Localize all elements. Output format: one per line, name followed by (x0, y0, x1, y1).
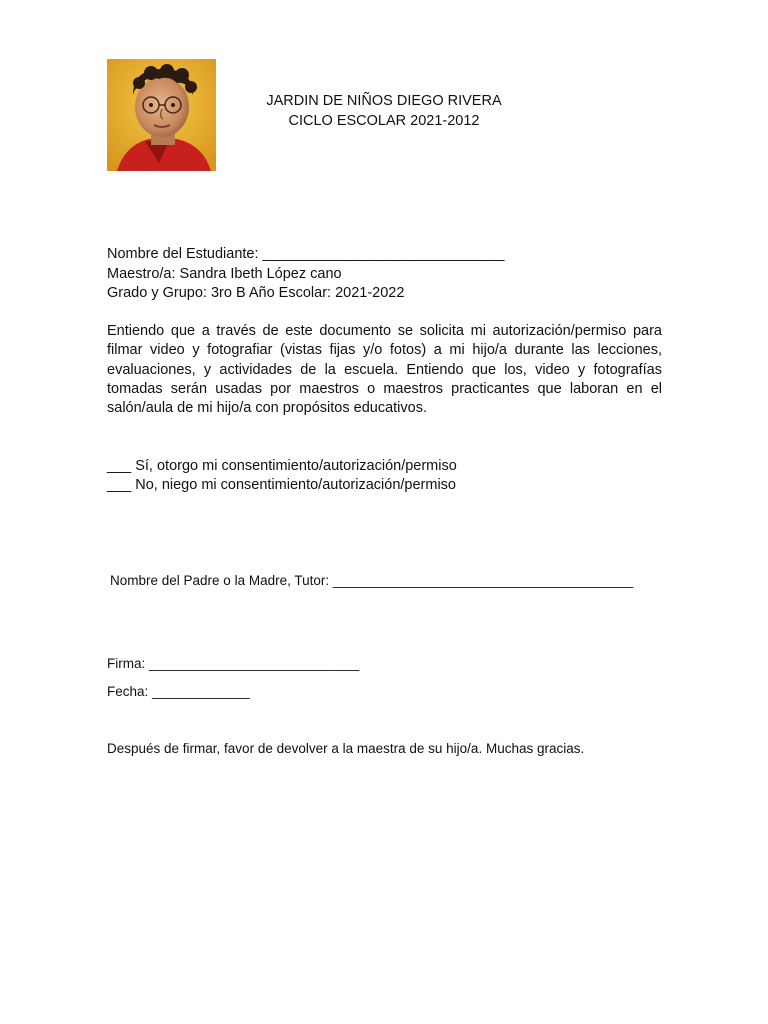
guardian-name-field[interactable]: Nombre del Padre o la Madre, Tutor: ________________________________________ (110, 573, 634, 588)
consent-no-option[interactable]: ___ No, niego mi consentimiento/autorización/permiso (107, 477, 456, 493)
consent-paragraph: Entiendo que a través de este documento se solicita mi autorización/permiso para filmar video y fotografiar (vistas fijas y/o fotos) a mi hijo/a durante las lecciones, evaluaciones, y actividades de la escuela. Entiendo que los, video y fotografías tomadas serán usadas por maestros o maestros practicantes que laboran en el salón/aula de mi hijo/a con propósitos educativos. (107, 323, 662, 417)
school-name: JARDIN DE NIÑOS DIEGO RIVERA (266, 93, 502, 109)
student-name-field[interactable]: Nombre del Estudiante: ______________________________ (107, 246, 505, 262)
consent-yes-option[interactable]: ___ Sí, otorgo mi consentimiento/autorización/permiso (107, 458, 457, 474)
consent-options (107, 457, 667, 495)
date-field[interactable]: Fecha: _____________ (107, 684, 250, 699)
teacher-field: Maestro/a: Sandra Ibeth López cano (107, 265, 342, 282)
school-cycle: CICLO ESCOLAR 2021-2012 (288, 113, 480, 129)
student-info-block (107, 245, 667, 304)
signature-field[interactable]: Firma: ____________________________ (107, 656, 360, 671)
grade-group-field: Grado y Grupo: 3ro B Año Escolar: 2021-2022 (107, 285, 405, 301)
closing-note: Después de firmar, favor de devolver a la maestra de su hijo/a. Muchas gracias. (107, 741, 585, 756)
document-header (200, 91, 568, 131)
